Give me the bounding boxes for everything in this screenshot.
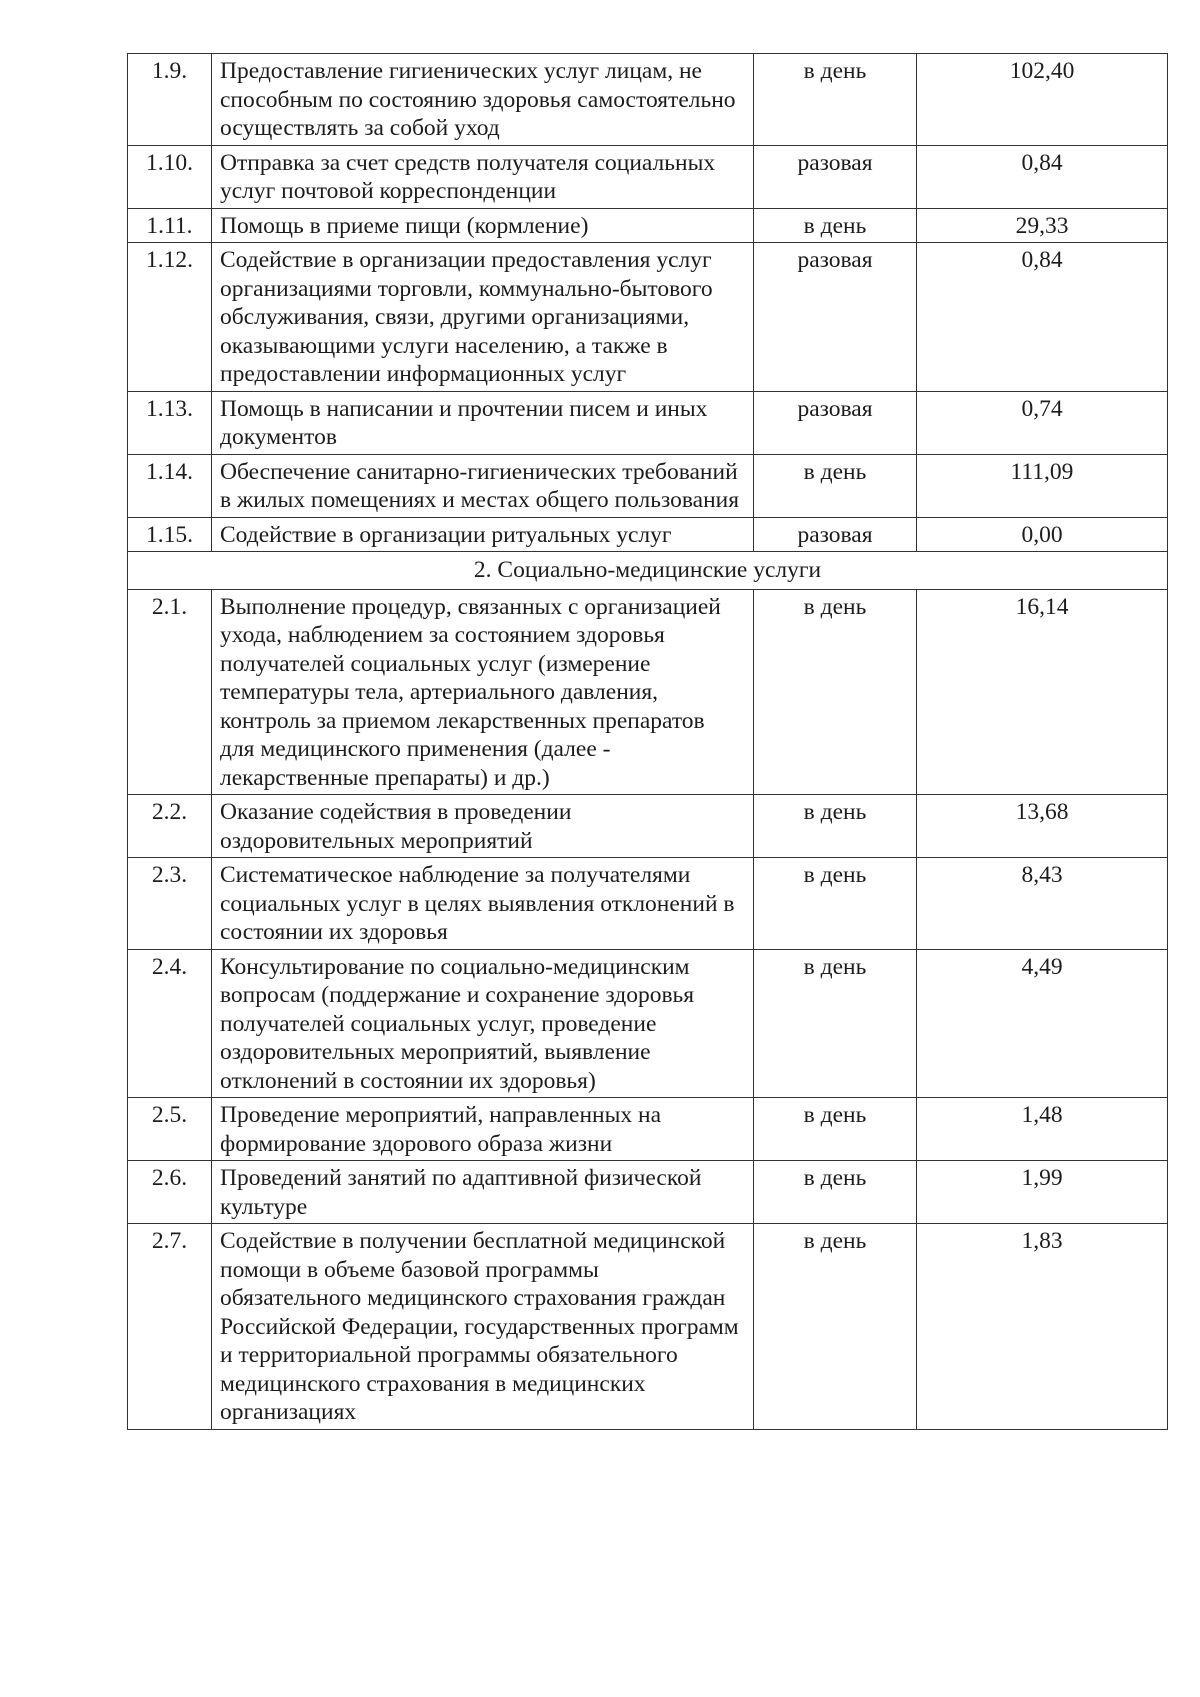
unit-cell: в день	[754, 795, 917, 858]
service-name-cell: Содействие в организации ритуальных услуг	[212, 517, 754, 552]
unit-cell: в день	[754, 589, 917, 795]
service-number-cell: 2.4.	[128, 949, 212, 1098]
unit-cell: в день	[754, 208, 917, 243]
table-row	[128, 589, 1168, 795]
price-cell: 0,84	[917, 243, 1168, 392]
table-row	[128, 858, 1168, 950]
unit-cell: в день	[754, 1161, 917, 1224]
service-name-cell: Содействие в получении бесплатной медицинской помощи в объеме базовой программы обязательного медицинского страхования граждан Российской Федерации, государственных программ и территориальной программы обязательного медицинского страхования в медицинских организациях	[212, 1224, 754, 1430]
price-cell: 0,00	[917, 517, 1168, 552]
section-header-row	[128, 552, 1168, 590]
table-row	[128, 795, 1168, 858]
service-number-cell: 1.10.	[128, 145, 212, 208]
table-row	[128, 243, 1168, 392]
service-number-cell: 1.11.	[128, 208, 212, 243]
table-row	[128, 54, 1168, 146]
services-price-table	[127, 53, 1168, 1430]
table-row	[128, 949, 1168, 1098]
unit-cell: разовая	[754, 517, 917, 552]
service-name-cell: Оказание содействия в проведении оздоровительных мероприятий	[212, 795, 754, 858]
price-cell: 4,49	[917, 949, 1168, 1098]
service-number-cell: 1.9.	[128, 54, 212, 146]
table-body	[128, 54, 1168, 1430]
unit-cell: в день	[754, 1224, 917, 1430]
price-cell: 1,83	[917, 1224, 1168, 1430]
table-row	[128, 454, 1168, 517]
service-name-cell: Систематическое наблюдение за получателями социальных услуг в целях выявления отклонений в состоянии их здоровья	[212, 858, 754, 950]
table-row	[128, 208, 1168, 243]
price-cell: 102,40	[917, 54, 1168, 146]
price-cell: 111,09	[917, 454, 1168, 517]
service-name-cell: Консультирование по социально-медицинским вопросам (поддержание и сохранение здоровья получателей социальных услуг, проведение оздоровительных мероприятий, выявление отклонений в состоянии их здоровья)	[212, 949, 754, 1098]
service-name-cell: Помощь в приеме пищи (кормление)	[212, 208, 754, 243]
unit-cell: разовая	[754, 391, 917, 454]
table-row	[128, 1224, 1168, 1430]
table-row	[128, 1098, 1168, 1161]
unit-cell: в день	[754, 949, 917, 1098]
unit-cell: в день	[754, 54, 917, 146]
table-row	[128, 145, 1168, 208]
service-number-cell: 1.14.	[128, 454, 212, 517]
service-name-cell: Помощь в написании и прочтении писем и иных документов	[212, 391, 754, 454]
price-cell: 1,48	[917, 1098, 1168, 1161]
unit-cell: в день	[754, 454, 917, 517]
unit-cell: разовая	[754, 145, 917, 208]
section-title: 2. Социально-медицинские услуги	[128, 552, 1168, 590]
service-number-cell: 1.12.	[128, 243, 212, 392]
service-number-cell: 2.7.	[128, 1224, 212, 1430]
table-row	[128, 517, 1168, 552]
service-name-cell: Обеспечение санитарно-гигиенических требований в жилых помещениях и местах общего пользования	[212, 454, 754, 517]
service-name-cell: Выполнение процедур, связанных с организацией ухода, наблюдением за состоянием здоровья получателей социальных услуг (измерение температуры тела, артериального давления, контроль за приемом лекарственных препаратов для медицинского применения (далее - лекарственные препараты) и др.)	[212, 589, 754, 795]
service-name-cell: Проведение мероприятий, направленных на формирование здорового образа жизни	[212, 1098, 754, 1161]
price-cell: 16,14	[917, 589, 1168, 795]
service-number-cell: 2.1.	[128, 589, 212, 795]
service-name-cell: Проведений занятий по адаптивной физической культуре	[212, 1161, 754, 1224]
price-cell: 29,33	[917, 208, 1168, 243]
service-name-cell: Предоставление гигиенических услуг лицам, не способным по состоянию здоровья самостоятельно осуществлять за собой уход	[212, 54, 754, 146]
service-number-cell: 2.5.	[128, 1098, 212, 1161]
unit-cell: в день	[754, 858, 917, 950]
table-row	[128, 1161, 1168, 1224]
service-number-cell: 1.15.	[128, 517, 212, 552]
price-cell: 0,84	[917, 145, 1168, 208]
service-name-cell: Содействие в организации предоставления услуг организациями торговли, коммунально-бытового обслуживания, связи, другими организациями, оказывающими услуги населению, а также в предоставлении информационных услуг	[212, 243, 754, 392]
service-number-cell: 2.3.	[128, 858, 212, 950]
price-cell: 8,43	[917, 858, 1168, 950]
unit-cell: разовая	[754, 243, 917, 392]
price-cell: 0,74	[917, 391, 1168, 454]
service-number-cell: 2.2.	[128, 795, 212, 858]
table-row	[128, 391, 1168, 454]
price-cell: 13,68	[917, 795, 1168, 858]
service-number-cell: 2.6.	[128, 1161, 212, 1224]
service-number-cell: 1.13.	[128, 391, 212, 454]
service-name-cell: Отправка за счет средств получателя социальных услуг почтовой корреспонденции	[212, 145, 754, 208]
unit-cell: в день	[754, 1098, 917, 1161]
price-cell: 1,99	[917, 1161, 1168, 1224]
